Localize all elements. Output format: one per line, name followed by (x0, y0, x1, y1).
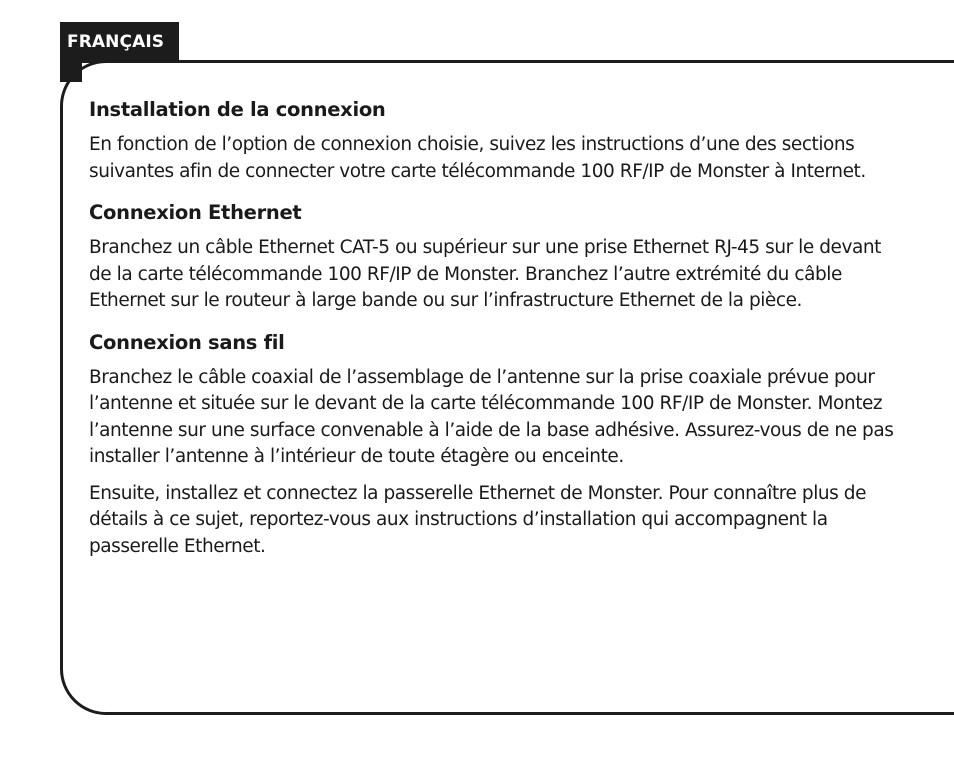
section-paragraph-installation: En fonction de l’option de connexion choisie, suivez les instructions d’une des sections suivantes afin de connecter votre carte télécommande 100 RF/IP de Monster à Internet. (89, 134, 866, 182)
section-paragraph-wireless-1: Branchez le câble coaxial de l’assemblage de l’antenne sur la prise coaxiale prévue pour l’antenne et située sur le devant de la carte télécommande 100 RF/IP de Monster. Montez l’antenne sur une surface convenable à l’aide de la base adhésive. Assurez-vous de ne pas installer l’antenne à l’intérieur de toute étagère ou enceinte. (89, 366, 894, 467)
section-heading-ethernet: Connexion Ethernet (89, 201, 302, 224)
language-tab: FRANÇAIS (60, 22, 179, 62)
header-rule (60, 60, 954, 63)
tab-corner (60, 60, 82, 82)
section-heading-installation: Installation de la connexion (89, 98, 386, 121)
section-paragraph-ethernet: Branchez un câble Ethernet CAT-5 ou supérieur sur une prise Ethernet RJ-45 sur le devant de la carte télécommande 100 RF/IP de Monster. Branchez l’autre extrémité du câble Ethernet sur le routeur à large bande ou sur l’infrastructure Ethernet de la pièce. (89, 237, 881, 311)
section-paragraph-wireless-2: Ensuite, installez et connectez la passerelle Ethernet de Monster. Pour connaître plus de détails à ce sujet, reportez-vous aux instructions d’installation qui accompagnent la passerelle Ethernet. (89, 482, 867, 557)
document-body (89, 96, 899, 560)
section-heading-wireless: Connexion sans fil (89, 330, 285, 354)
